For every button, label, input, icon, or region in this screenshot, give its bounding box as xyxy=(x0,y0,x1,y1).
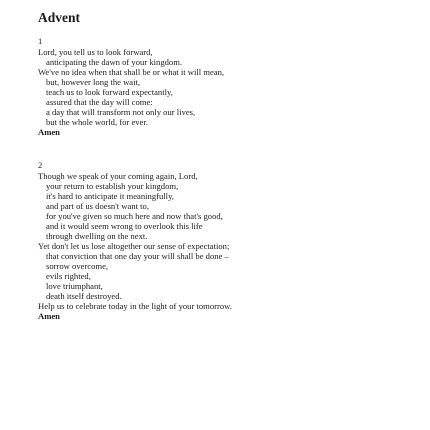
prayer-line: that conviction that one day your will shall be done – xyxy=(46,251,229,261)
amen-label: Amen xyxy=(38,311,60,321)
prayer-line: Help us to celebrate today in the light of your tomorrow. xyxy=(38,301,232,311)
prayer-line: but the whole world, for ever. xyxy=(46,117,148,127)
prayer-line: and it would seem wrong to overlook this life xyxy=(46,221,203,231)
prayer-line: teach us to look forward expectantly, xyxy=(46,87,173,97)
prayer-line: love triumphant, xyxy=(46,281,103,291)
prayer-line: it's hard to anticipate it meaningfully, xyxy=(46,191,174,201)
prayer-number: 1 xyxy=(38,36,43,46)
prayer-line: your return to establish your kingdom, xyxy=(46,181,179,191)
prayer-line: Lord, you tell us to look forward, xyxy=(38,47,153,57)
prayer-number: 2 xyxy=(38,160,43,170)
prayer-line: sorrow overcome, xyxy=(46,261,109,271)
prayer-line: a day that will transform not only our lives, xyxy=(46,107,196,117)
page-title: Advent xyxy=(38,10,81,25)
amen-label: Amen xyxy=(38,127,60,137)
prayer-line: evils righted, xyxy=(46,271,91,281)
prayer-line: and part of us doesn't want to, xyxy=(46,201,149,211)
prayer-line: assured that the day will come: xyxy=(46,97,153,107)
prayer-2 xyxy=(38,160,418,322)
prayer-line: Yet don't let us lose altogether our sense of expectation; xyxy=(38,241,230,251)
prayer-line: for you've given so much here and now that's good, xyxy=(46,211,223,221)
document-page xyxy=(38,10,418,322)
prayer-line: We've no idea when that shall be or what it will mean, xyxy=(38,67,225,77)
prayer-line: anticipating the dawn of your kingdom. xyxy=(46,57,183,67)
prayer-line: Though we speak of your coming again, Lord, xyxy=(38,171,198,181)
prayer-line: through dwelling on the next. xyxy=(46,231,148,241)
prayer-line: death itself destroyed. xyxy=(46,291,122,301)
prayer-1 xyxy=(38,36,418,138)
prayer-line: but, however long the wait, xyxy=(46,77,141,87)
